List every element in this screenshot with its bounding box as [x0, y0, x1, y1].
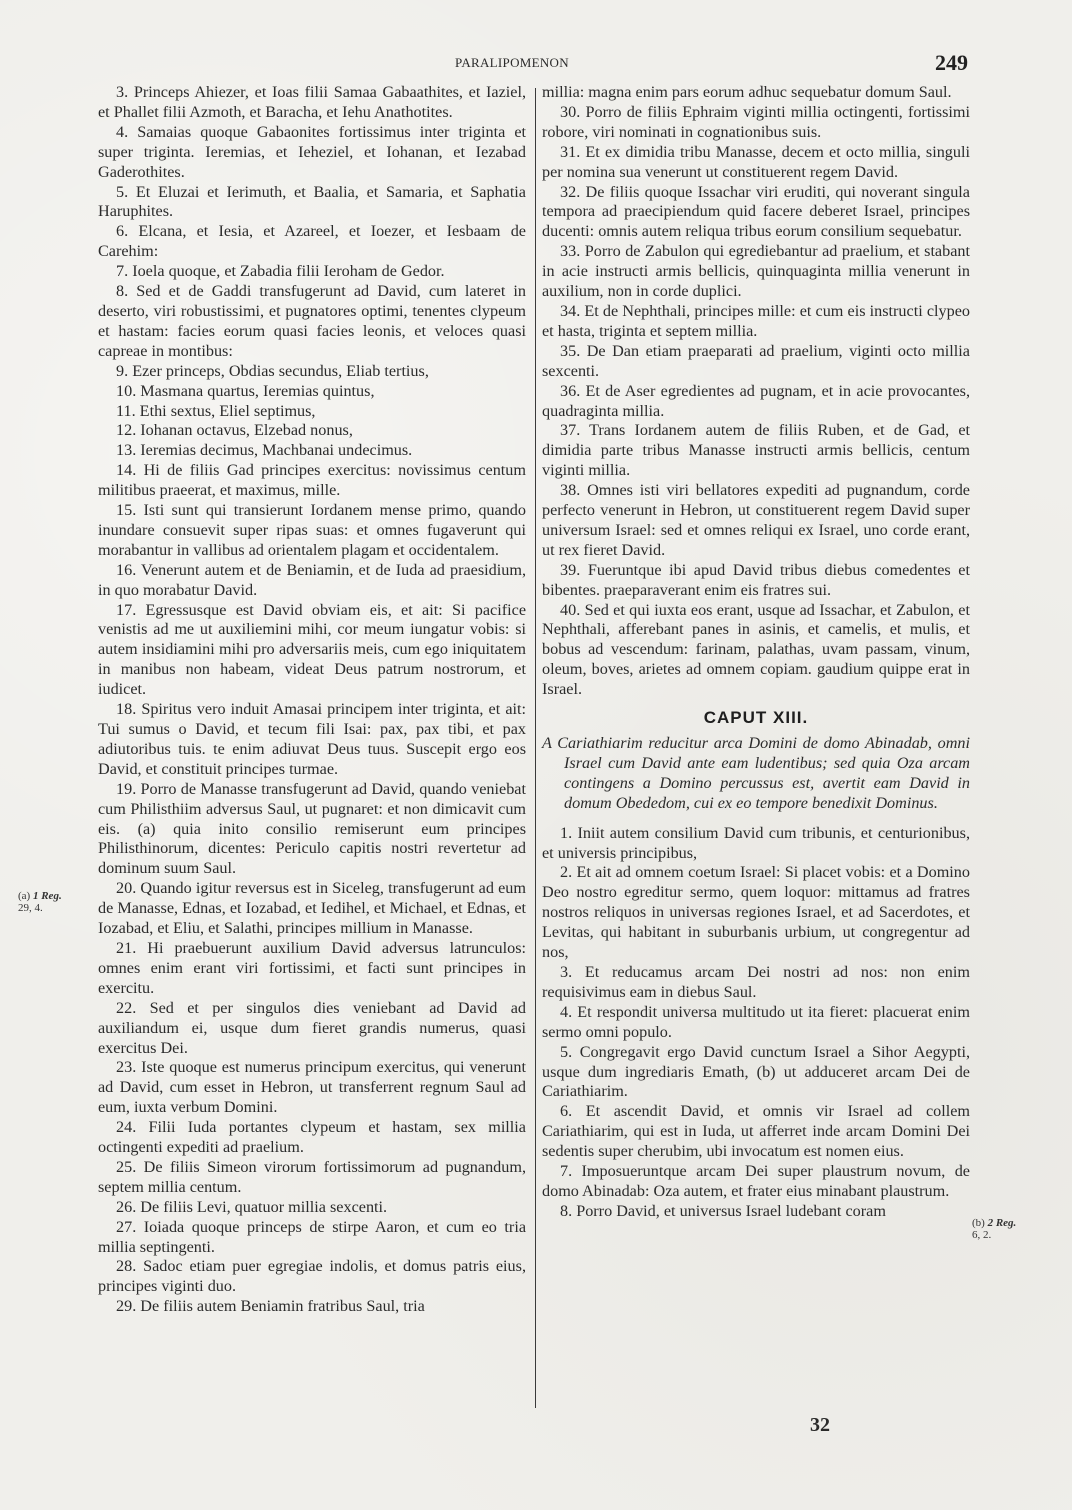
verse: 30. Porro de filiis Ephraim viginti millia octingenti, fortissimi robore, viri nominati in cognationibus suis.: [542, 102, 970, 141]
verse: 21. Hi praebuerunt auxilium David adversus latrunculos: omnes enim erant viri fortissimi, et facti sunt principes in exercitu.: [98, 938, 526, 997]
verse: 25. De filiis Simeon virorum fortissimorum ad pugnandum, septem millia centum.: [98, 1157, 526, 1196]
verse: 32. De filiis quoque Issachar viri eruditi, qui noverant singula tempora ad praecipiendum quid facere deberet Israel, principes ducenti: omnis autem reliqua tribus eorum consilium sequebatur.: [542, 182, 970, 241]
left-column: [98, 83, 526, 1317]
note-loc: 6, 2.: [972, 1229, 992, 1241]
column-divider: [535, 88, 536, 1408]
verse: 28. Sadoc etiam puer egregiae indolis, et domus patris eius, principes viginti duo.: [98, 1257, 526, 1296]
verse: 12. Iohanan octavus, Elzebad nonus,: [116, 421, 353, 440]
verse: 15. Isti sunt qui transierunt Iordanem mense primo, quando inundare consuevit super ripas suas: et omnes fugaverunt qui morabantur in vallibus ad orientalem plagam et occidentalem.: [98, 501, 526, 559]
note-loc: 29, 4.: [18, 902, 43, 914]
verse: 22. Sed et per singulos dies veniebant ad David ad auxiliandum ei, usque dum fieret grandis numerus, quasi exercitus Dei.: [98, 998, 526, 1057]
verse: 19. Porro de Manasse transfugerunt ad David, quando veniebat cum Philisthiim adversus Saul, ut pugnaret: et non dimicavit cum eis. (a) quia inito consilio remiserunt eum principes Philisthinorum, dicentes: Periculo capitis nostri revertetur ad dominum suum Saul.: [98, 779, 526, 878]
verse: 39. Fueruntque ibi apud David tribus diebus comedentes et bibentes. praeparaverant enim eis fratres sui.: [542, 560, 970, 599]
verse: 2. Et ait ad omnem coetum Israel: Si placet vobis: et a Domino Deo nostro egreditur sermo, quem loquor: mittamus ad fratres nostros reliquos in universas regiones Israel, et ad Sacerdotes, et Levitas, qui habitant in suburbanis urbium, ut congregentur ad nos,: [542, 863, 970, 962]
running-title: PARALIPOMENON: [455, 55, 569, 70]
verse: 4. Samaias quoque Gabaonites fortissimus inter triginta et super triginta. Ieremias, et Ieheziel, et Iohanan, et Iezabad Gaderothites.: [98, 122, 526, 181]
verse: 26. De filiis Levi, quatuor millia sexcenti.: [116, 1197, 388, 1216]
verse: 5. Congregavit ergo David cunctum Israel a Sihor Aegypti, usque dum ingrediaris Emath, (b) ut adduceret arcam Dei de Cariathiarim.: [542, 1042, 970, 1101]
page-number: 249: [935, 50, 968, 75]
verse: 8. Sed et de Gaddi transfugerunt ad David, cum lateret in deserto, viri robustissimi, et pugnatores optimi, tenentes clypeum et hastam: facies eorum quasi facies leonis, et veloces quasi capreae in montibus:: [98, 282, 526, 360]
verse: 6. Et ascendit David, et omnis vir Israel ad collem Cariathiarim, qui est in Iuda, ut afferret inde arcam Domini Dei sedentis super cherubim, ubi invocatum est nomen eius.: [542, 1102, 970, 1161]
verse: 14. Hi de filiis Gad principes exercitus: novissimus centum militibus praeerat, et maximus, mille.: [98, 461, 526, 500]
verse: 23. Iste quoque est numerus principum exercitus, qui venerunt ad David, cum esset in Hebron, ut transferrent regnum Saul ad eum, iuxta verbum Domini.: [98, 1058, 526, 1117]
verse: 18. Spiritus vero induit Amasai principem inter triginta, et ait: Tui sumus o David, et tecum fili Isai: pax, pax tibi, et pax adiutoribus tuis. te enim adiuvat Deus tuus. Suscepit ergo eos David, et constituit principes turmae.: [98, 700, 526, 778]
verse: millia: magna enim pars eorum adhuc sequebatur domum Saul.: [542, 83, 952, 101]
verse: 9. Ezer princeps, Obdias secundus, Eliab tertius,: [116, 361, 429, 380]
chapter-heading: CAPUT XIII.: [703, 708, 809, 728]
verse: 1. Iniit autem consilium David cum tribunis, et centurionibus, et universis principibus,: [542, 823, 970, 862]
note-ref: 2 Reg.: [987, 1217, 1017, 1229]
verse: 17. Egressusque est David obviam eis, et ait: Si pacifice venistis ad me ut auxiliemini mihi, cor meum iungatur vobis: si autem insidiamini mihi pro adversariis meis, cum ego iniquitatem in manibus non habeam, videat Deus patrum nostrorum, et iudicet.: [98, 600, 526, 699]
verse: 38. Omnes isti viri bellatores expediti ad pugnandum, corde perfecto venerunt in Hebron, ut constituerent regem David super universum Israel: sed et omnes reliqui ex Israel, uno corde erant, ut rex fieret David.: [542, 481, 970, 559]
note-ref: 1 Reg.: [32, 890, 62, 902]
verse: 10. Masmana quartus, Ieremias quintus,: [116, 381, 375, 400]
verse: 3. Princeps Ahiezer, et Ioas filii Samaa Gabaathites, et Iaziel, et Phallet filii Azmoth, et Baracha, et Iehu Anathotites.: [98, 83, 526, 121]
note-mark: (b): [972, 1217, 985, 1229]
right-column: [542, 83, 970, 1222]
verse: 16. Venerunt autem et de Beniamin, et de Iuda ad praesidium, in quo morabatur David.: [98, 560, 526, 599]
verse: 29. De filiis autem Beniamin fratribus Saul, tria: [116, 1297, 425, 1316]
margin-note-b: [972, 1217, 1052, 1241]
verse: 5. Et Eluzai et Ierimuth, et Baalia, et Samaria, et Saphatia Haruphites.: [98, 182, 526, 221]
verse: 11. Ethi sextus, Eliel septimus,: [116, 401, 316, 420]
verse: 37. Trans Iordanem autem de filiis Ruben, et de Gad, et dimidia parte tribus Manasse instructi armis bellicis, centum viginti millia.: [542, 421, 970, 480]
signature-mark: 32: [810, 1414, 830, 1436]
verse: 27. Ioiada quoque princeps de stirpe Aaron, et cum eo tria millia septingenti.: [98, 1217, 526, 1256]
margin-note-a: [18, 890, 98, 914]
verse: 33. Porro de Zabulon qui egrediebantur ad praelium, et stabant in acie instructi armis bellicis, quinquaginta millia venerunt in auxilium, non in corde duplici.: [542, 242, 970, 301]
chapter-summary: A Cariathiarim reducitur arca Domini de domo Abinadab, omni Israel cum David ante eam ludentibus; sed quia Oza arcam contingens a Domino percussus est, avertit eam David in domum Obededom, cui ex eo tempore benedixit Dominus.: [542, 734, 970, 812]
note-mark: (a): [18, 890, 31, 902]
verse: 13. Ieremias decimus, Machbanai undecimus.: [116, 441, 413, 460]
verse: 7. Imposueruntque arcam Dei super plaustrum novum, de domo Abinadab: Oza autem, et frater eius minabant plaustrum.: [542, 1162, 970, 1200]
verse: 20. Quando igitur reversus est in Siceleg, transfugerunt ad eum de Manasse, Ednas, et Iozabad, et Iedihel, et Michael, et Ednas, et Iozabad, et Eliu, et Salathi, principes millium in Manasse.: [98, 879, 526, 938]
verse: 6. Elcana, et Iesia, et Azareel, et Ioezer, et Iesbaam de Carehim:: [98, 222, 526, 261]
verse: 40. Sed et qui iuxta eos erant, usque ad Issachar, et Zabulon, et Nephthali, afferebant panes in asinis, et camelis, et mulis, et bobus ad vescendum: farinam, palathas, uvam passam, vinum, oleum, boves, arietes ad omnem copiam. gaudium quippe erat in Israel.: [542, 600, 970, 699]
verse: 7. Ioela quoque, et Zabadia filii Ieroham de Gedor.: [116, 262, 445, 281]
running-head: [0, 52, 1072, 74]
verses-chapter-xiii: [542, 824, 970, 1222]
verse: 24. Filii Iuda portantes clypeum et hastam, sex millia octingenti expediti ad praelium.: [98, 1118, 526, 1157]
verse: 36. Et de Aser egredientes ad pugnam, et in acie provocantes, quadraginta millia.: [542, 381, 970, 420]
verse: 35. De Dan etiam praeparati ad praelium, viginti octo millia sexcenti.: [542, 341, 970, 380]
verse: 34. Et de Nephthali, principes mille: et cum eis instructi clypeo et hasta, triginta et septem millia.: [542, 301, 970, 340]
verse: 3. Et reducamus arcam Dei nostri ad nos: non enim requisivimus eam in diebus Saul.: [542, 962, 970, 1001]
verses-chapter-xii-end: [542, 83, 970, 700]
verse: 31. Et ex dimidia tribu Manasse, decem et octo millia, singuli per nomina sua venerunt ut constituerent regem David.: [542, 142, 970, 181]
verse: 8. Porro David, et universus Israel ludebant coram: [560, 1201, 886, 1220]
verse: 4. Et respondit universa multitudo ut ita fieret: placuerat enim sermo omni populo.: [542, 1002, 970, 1041]
